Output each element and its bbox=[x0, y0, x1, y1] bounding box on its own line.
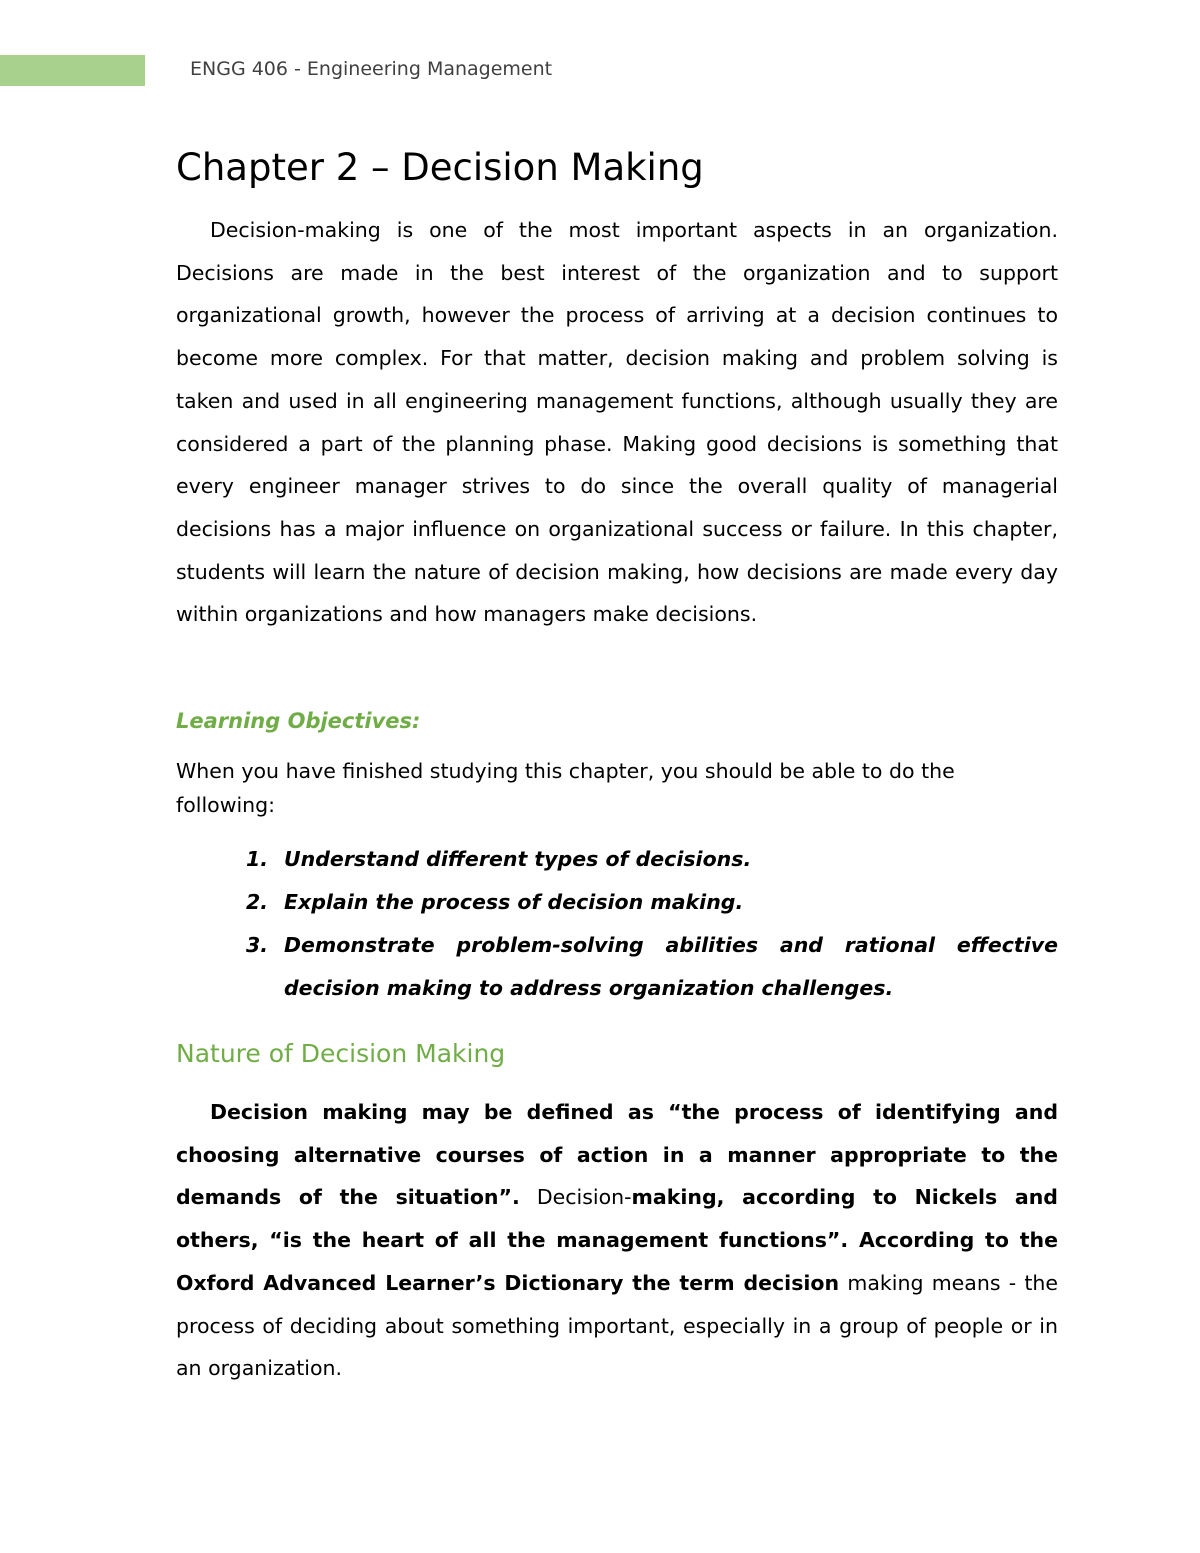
objective-item bbox=[176, 838, 1058, 881]
learning-objectives-heading: Learning Objectives: bbox=[176, 709, 421, 734]
objective-number: 3. bbox=[246, 933, 269, 958]
nature-section-heading: Nature of Decision Making bbox=[176, 1039, 506, 1069]
nature-paragraph bbox=[176, 1091, 1058, 1390]
header-course-title: ENGG 406 - Engineering Management bbox=[190, 58, 553, 80]
chapter-title: Chapter 2 – Decision Making bbox=[176, 146, 704, 189]
objective-item bbox=[176, 881, 1058, 924]
header-accent-bar bbox=[0, 55, 145, 86]
nature-text-segment: Decision- bbox=[519, 1185, 632, 1210]
nature-definition-bold: Decision making may be defined as “the process of identifying and choosing alternative courses of action in a manner appropriate to the demands of the situation”. bbox=[176, 1100, 1058, 1210]
nature-quote-bold: making, according to Nickels and others, “is the heart of all the management functions”. According to the Oxford Advanced Learner’s Dictionary the term decision bbox=[176, 1185, 1058, 1295]
chapter-intro-paragraph: Decision-making is one of the most important aspects in an organization. Decisions are made in the best interest of the organization and to support organizational growth, however the process of arriving at a decision continues to become more complex. For that matter, decision making and problem solving is taken and used in all engineering management functions, although usually they are considered a part of the planning phase. Making good decisions is something that every engineer manager strives to do since the overall quality of managerial decisions has a major influence on organizational success or failure. In this chapter, students will learn the nature of decision making, how decisions are made every day within organizations and how managers make decisions. bbox=[176, 218, 1058, 627]
document-body bbox=[176, 140, 1058, 1390]
learning-objectives-list bbox=[176, 838, 1058, 1010]
objective-text: Demonstrate problem-solving abilities and rational effective decision making to address organization challenges. bbox=[284, 933, 1058, 1001]
objective-text: Understand different types of decisions. bbox=[284, 847, 752, 872]
nature-text-segment-end: making means - the process of deciding about something important, especially in a group of people or in an organization. bbox=[176, 1270, 1059, 1381]
objective-item bbox=[176, 924, 1058, 1010]
objective-number: 1. bbox=[246, 847, 269, 872]
objective-text: Explain the process of decision making. bbox=[284, 890, 744, 915]
objective-number: 2. bbox=[246, 890, 269, 915]
learning-objectives-intro: When you have finished studying this chapter, you should be able to do the following: bbox=[176, 759, 955, 818]
